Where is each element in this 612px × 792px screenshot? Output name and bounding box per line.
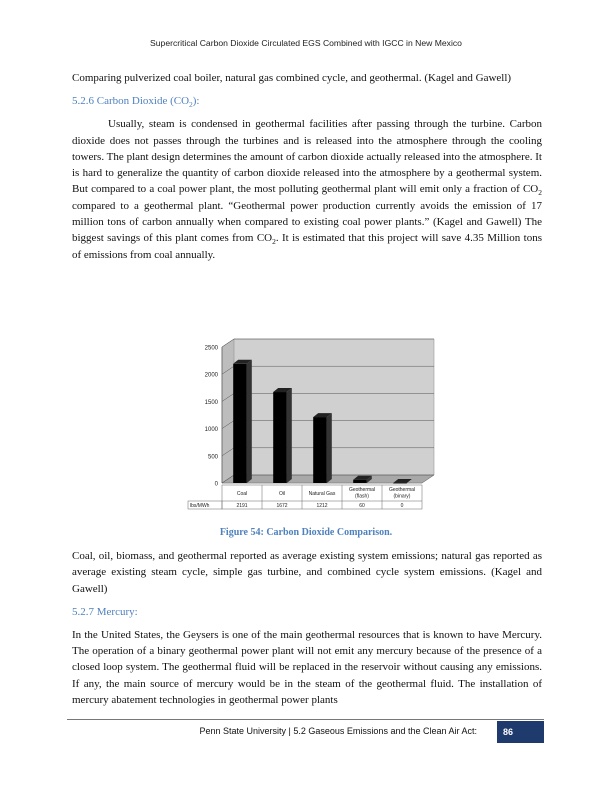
category-label: (binary)	[393, 493, 411, 500]
data-value-label: 0	[400, 503, 404, 509]
category-label: Geothermal	[348, 487, 376, 493]
data-value-label: 1672	[276, 503, 288, 509]
y-tick-label: 0	[214, 481, 218, 488]
category-label: (flash)	[355, 493, 369, 500]
plot-side-wall	[222, 339, 234, 483]
page-number: 86	[497, 721, 544, 743]
data-value-label: 1212	[316, 503, 328, 509]
co2-paragraph: Usually, steam is condensed in geothermal facilities after passing through the turbine. Carbon dioxide does not passes through the turbines and is released into the atmosphere through the cooling towers. The plant design determines the amount of carbon dioxide actually released into the atmosphere. It is hard to generalize the quantity of carbon dioxide released into the atmosphere by a geothermal system. But compared to a coal power plant, the most polluting geothermal plant will emit only a fraction of $CO_2$ compared to a geothermal plant. “Geothermal power production currently avoids the emission of 17 million tons of carbon annually when compared to existing coal power plants.” (Kagel and Gawell) The biggest savings of this plant comes from $CO_2$. It is estimated that this project will save 4.35 Million tons of emissions from coal annually.	[72, 118, 542, 261]
bar-front	[273, 392, 287, 483]
category-label: Oil	[278, 491, 286, 497]
category-label: Coal	[236, 491, 248, 497]
data-value-label: 60	[359, 503, 365, 509]
body-text-lower	[72, 548, 542, 708]
emissions-note: Coal, oil, biomass, and geothermal reported as average existing system emissions; natural gas reported as average existing steam cycle, simple gas turbine, and combined cycle system emissions. (Kagel and Gawell)	[72, 550, 542, 595]
y-tick-label: 500	[207, 454, 218, 461]
category-label: Natural Gas	[308, 491, 336, 497]
bar-side	[327, 413, 332, 483]
bar-side	[247, 360, 252, 483]
bar-side	[287, 388, 292, 483]
data-value-label: 2191	[236, 503, 248, 509]
y-tick-label: 1000	[204, 427, 218, 434]
row-label: lbs/MWh	[190, 503, 210, 509]
footer-text: Penn State University | 5.2 Gaseous Emissions and the Clean Air Act:	[199, 726, 477, 736]
intro-paragraph: Comparing pulverized coal boiler, natural gas combined cycle, and geothermal. (Kagel and Gawell)	[72, 72, 512, 84]
section-heading-co2: 5.2.6 Carbon Dioxide $(CO_2)$:	[72, 95, 200, 110]
bar-front	[233, 364, 247, 483]
category-label: Geothermal	[388, 487, 416, 493]
bar-front	[313, 417, 327, 483]
y-tick-label: 2000	[204, 372, 218, 379]
y-tick-label: 2500	[204, 345, 218, 352]
figure-caption: Figure 54: Carbon Dioxide Comparison.	[219, 527, 393, 538]
y-tick-label: 1500	[204, 399, 218, 406]
body-text-upper	[72, 70, 542, 263]
section-heading-mercury: 5.2.7 Mercury:	[72, 605, 138, 618]
bar-front	[393, 483, 407, 484]
co2-comparison-chart	[186, 335, 436, 515]
mercury-paragraph: In the United States, the Geysers is one of the main geothermal resources that is known to have Mercury. The operation of a binary geothermal power plant will not emit any mercury because of the presence of a closed loop system. The geothermal fluid will be replaced in the reservoir without causing any emissions. If any, the main source of mercury would be in the steam of the geothermal fluid. The installation of mercury abatement technologies in geothermal power plants	[72, 628, 542, 707]
running-header: Supercritical Carbon Dioxide Circulated EGS Combined with IGCC in New Mexico	[150, 38, 462, 48]
bar-front	[353, 480, 367, 483]
footer-rule	[67, 719, 544, 720]
